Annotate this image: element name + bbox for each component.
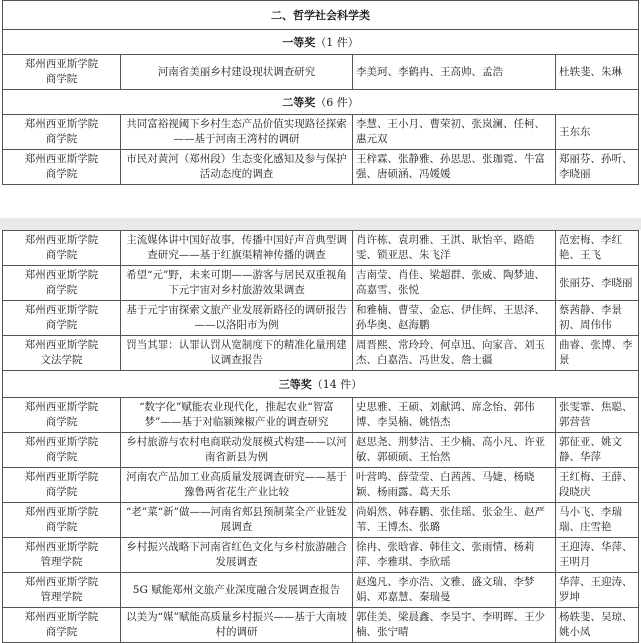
college-cell: 郑州西亚斯学院 商学院 <box>3 55 121 90</box>
college-cell: 郑州西亚斯学院 管理学院 <box>3 573 121 608</box>
advisors-cell: 杜轶斐、朱琳 <box>556 55 639 90</box>
project-title-cell: 河南农产品加工业高质量发展调查研究——基于豫鲁两省花生产业比较 <box>121 468 353 503</box>
section-title: 二、哲学社会科学类 <box>3 1 639 30</box>
college-cell: 郑州西亚斯学院 商学院 <box>3 301 121 336</box>
project-title-cell: 市民对黄河（郑州段）生态变化感知及参与保护活动态度的调查 <box>121 150 353 185</box>
awards-table-page-2 <box>2 230 639 643</box>
advisors-cell: 曲睿、张博、李景 <box>556 336 639 371</box>
project-title-cell: 共同富裕视阈下乡村生态产品价值实现路径探索 ——基于河南王湾村的调研 <box>121 115 353 150</box>
document-page-2 <box>2 230 638 643</box>
members-cell: 史思雅、王硕、刘献鸿、席念怡、郭伟博、李昊楠、姚悟杰 <box>353 398 556 433</box>
advisors-cell: 马小飞、李瑞瑞、庄雪艳 <box>556 503 639 538</box>
project-title-cell: 以美为“媒”赋能高质量乡村振兴——基于大南坡 村的调研 <box>121 608 353 643</box>
members-cell: 王梓霖、张静雅、孙思思、张珈霓、牛富强、唐硕涵、冯媛媛 <box>353 150 556 185</box>
table-row <box>3 608 639 643</box>
advisors-cell: 郭征亚、姚文静、华萍 <box>556 433 639 468</box>
members-cell: 赵逸凡、李亦浩、文雅、盛文瑞、李梦娟、邓嘉慧、秦瑞曼 <box>353 573 556 608</box>
page-break <box>0 218 641 230</box>
advisors-cell: 张雯霏、焦聪、郭营营 <box>556 398 639 433</box>
award-count: （14 件） <box>311 377 363 391</box>
award-name: 一等奖 <box>282 35 316 49</box>
college-cell: 郑州西亚斯学院 管理学院 <box>3 538 121 573</box>
table-row <box>3 301 639 336</box>
award-header-third <box>3 371 639 398</box>
members-cell: 肖许栋、袁玥雅、王淇、耿怡辛、路皓雯、锁亚思、朱飞洋 <box>353 231 556 266</box>
award-name: 三等奖 <box>278 377 312 391</box>
project-title-cell: “数字化”赋能农业现代化，推起农业“智富梦”——基于对临颍辣椒产业的调查研究 <box>121 398 353 433</box>
table-row <box>3 115 639 150</box>
table-row <box>3 150 639 185</box>
table-row <box>3 573 639 608</box>
table-row <box>3 55 639 90</box>
college-cell: 郑州西亚斯学院 商学院 <box>3 398 121 433</box>
members-cell: 李美珂、李鹤冉、王高帅、孟浩 <box>353 55 556 90</box>
members-cell: 叶营鸣、薛莹莹、白茜茜、马婕、杨晓颖、杨雨露、葛天乐 <box>353 468 556 503</box>
award-name: 二等奖 <box>282 95 316 109</box>
advisors-cell: 王东东 <box>556 115 639 150</box>
project-title-cell: 河南省美丽乡村建设现状调查研究 <box>121 55 353 90</box>
advisors-cell: 王迎涛、华萍、王明月 <box>556 538 639 573</box>
college-cell: 郑州西亚斯学院 商学院 <box>3 608 121 643</box>
document-page-1 <box>2 0 638 185</box>
table-row <box>3 336 639 371</box>
college-cell: 郑州西亚斯学院 商学院 <box>3 266 121 301</box>
college-cell: 郑州西亚斯学院 商学院 <box>3 150 121 185</box>
college-cell: 郑州西亚斯学院 商学院 <box>3 115 121 150</box>
members-cell: 李慧、王小月、曹荣初、张岚澜、任柯、惠元双 <box>353 115 556 150</box>
awards-table-page-1 <box>2 0 639 185</box>
project-title-cell: 5G 赋能郑州文旅产业深度融合发展调查报告 <box>121 573 353 608</box>
members-cell: 郭佳美、梁晨鑫、李昊宇、李明晖、王少楠、张宁晴 <box>353 608 556 643</box>
advisors-cell: 杨轶斐、吴琼、姚小凤 <box>556 608 639 643</box>
members-cell: 周晋熙、常玲玲、何卓迅、向家音、刘玉杰、白嘉浩、冯世发、詹士疆 <box>353 336 556 371</box>
college-cell: 郑州西亚斯学院 商学院 <box>3 231 121 266</box>
college-cell: 郑州西亚斯学院 文法学院 <box>3 336 121 371</box>
table-row <box>3 398 639 433</box>
members-cell: 徐冉、张晗睿、韩佳文、张雨情、杨莉萍、李雅琪、李欣瑶 <box>353 538 556 573</box>
award-header-first <box>3 30 639 55</box>
advisors-cell: 王红梅、王薛、段晓庆 <box>556 468 639 503</box>
table-row <box>3 503 639 538</box>
members-cell: 尚娟然、韩春鹏、张佳瑶、张金生、赵严苇、王博杰、张璐 <box>353 503 556 538</box>
table-row <box>3 538 639 573</box>
advisors-cell: 蔡茜静、李景初、周伟伟 <box>556 301 639 336</box>
table-row <box>3 433 639 468</box>
project-title-cell: 基于元宇宙探索文旅产业发展新路径的调研报告 ——以洛阳市为例 <box>121 301 353 336</box>
advisors-cell: 范宏梅、李红艳、王飞 <box>556 231 639 266</box>
project-title-cell: 乡村旅游与农村电商联动发展模式构建——以河南省新县为例 <box>121 433 353 468</box>
college-cell: 郑州西亚斯学院 商学院 <box>3 503 121 538</box>
award-count: （6 件） <box>315 95 359 109</box>
award-count: （1 件） <box>315 35 359 49</box>
members-cell: 赵思尧、荆梦洁、王少楠、高小凡、许亚敏、郭硕硕、王怡然 <box>353 433 556 468</box>
project-title-cell: 罚当其罪：认罪认罚从宽制度下的精准化量刑建议调查报告 <box>121 336 353 371</box>
project-title-cell: 乡村振兴战略下河南省红色文化与乡村旅游融合发展调查 <box>121 538 353 573</box>
advisors-cell: 张丽芬、李晓丽 <box>556 266 639 301</box>
project-title-cell: 主流媒体讲中国好故事，传播中国好声音典型调查研究——基于红旗渠精神传播的调查 <box>121 231 353 266</box>
project-title-cell: “老”菜“新”做——河南省郏县预制菜全产业链发展调查 <box>121 503 353 538</box>
table-row <box>3 231 639 266</box>
project-title-cell: 希望“元”野，未来可期——游客与居民双重视角下元宇宙对乡村旅游效果调查 <box>121 266 353 301</box>
members-cell: 和雅楠、曹莹、金忘、伊佳辉、王思泽、孙华奥、赵海鹏 <box>353 301 556 336</box>
table-row <box>3 468 639 503</box>
table-row <box>3 266 639 301</box>
award-header-second <box>3 90 639 115</box>
advisors-cell: 华萍、王迎涛、罗坤 <box>556 573 639 608</box>
advisors-cell: 郑丽芬、孙听、李晓丽 <box>556 150 639 185</box>
college-cell: 郑州西亚斯学院 商学院 <box>3 433 121 468</box>
college-cell: 郑州西亚斯学院 商学院 <box>3 468 121 503</box>
members-cell: 吉南莹、肖佳、梁超群、张威、陶梦迪、高嘉雪、张悦 <box>353 266 556 301</box>
